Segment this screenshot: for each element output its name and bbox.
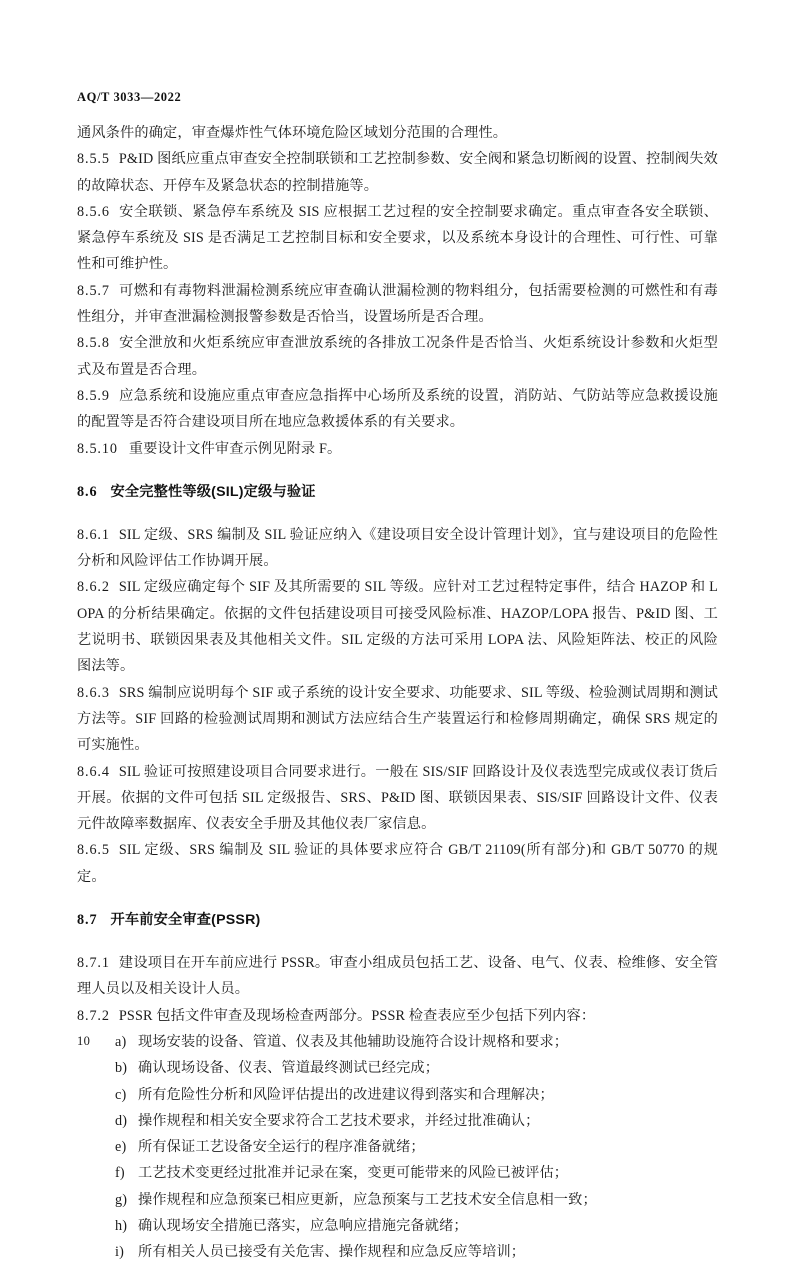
clause-number: 8.5.5	[77, 151, 110, 168]
spacer	[77, 505, 718, 522]
list-marker: i)	[115, 1244, 125, 1261]
list-item-text: 操作规程和应急预案已相应更新，应急预案与工艺技术安全信息相一致；	[138, 1191, 597, 1208]
clause-text: PSSR 包括文件审查及现场检查两部分。PSSR 检查表应至少包括下列内容：	[118, 1007, 596, 1024]
section-heading-8-6	[77, 479, 718, 505]
clause-8-6-5	[77, 837, 718, 890]
clause-8-6-1	[77, 522, 718, 575]
section-number: 8.7	[77, 912, 98, 929]
clause-number: 8.7.2	[77, 1007, 110, 1024]
pssr-checklist	[77, 1029, 718, 1266]
clause-text: 应急系统和设施应重点审查应急指挥中心场所及系统的设置，消防站、气防站等应急救援设施的配置等是否符合建设项目所在地应急救援体系的有关要求。	[77, 387, 718, 431]
list-item-text: 确认现场安全措施已落实，应急响应措施完备就绪；	[138, 1217, 468, 1234]
list-item	[77, 1134, 718, 1160]
list-item-text: 操作规程和相关安全要求符合工艺技术要求，并经过批准确认；	[138, 1112, 540, 1129]
spacer	[77, 890, 718, 907]
clause-text: SIL 验证可按照建设项目合同要求进行。一般在 SIS/SIF 回路设计及仪表选型完成或仪表订货后开展。依据的文件可包括 SIL 定级报告、SRS、P&ID 图、联锁因果表、SIS/SIF 回路设计文件、仪表元件故障率数据库、仪表安全手册及其他仪表厂家信息。	[77, 763, 718, 833]
list-marker: a)	[115, 1033, 127, 1050]
clause-8-6-3	[77, 680, 718, 759]
list-item	[77, 1108, 718, 1134]
clause-text: SIL 定级应确定每个 SIF 及其所需要的 SIL 等级。应针对工艺过程特定事件，结合 HAZOP 和 LOPA 的分析结果确定。依据的文件包括建设项目可接受风险标准、HAZOP/LOPA 报告、P&ID 图、工艺说明书、联锁因果表及其他相关文件。SIL 定级的方法可采用 LOPA 法、风险矩阵法、校正的风险图法等。	[77, 579, 718, 675]
clause-number: 8.6.5	[77, 842, 110, 859]
list-item-text: 现场安装的设备、管道、仪表及其他辅助设施符合设计规格和要求；	[138, 1033, 569, 1050]
clause-number: 8.5.7	[77, 282, 110, 299]
clause-text: SIL 定级、SRS 编制及 SIL 验证的具体要求应符合 GB/T 21109(所有部分)和 GB/T 50770 的规定。	[77, 842, 718, 885]
clause-8-5-5	[77, 146, 718, 199]
clause-text: SIL 定级、SRS 编制及 SIL 验证应纳入《建设项目安全设计管理计划》，宜与建设项目的危险性分析和风险评估工作协调开展。	[77, 526, 718, 570]
clause-number: 8.6.2	[77, 579, 110, 596]
clause-text: 重要设计文件审查示例见附录 F。	[128, 440, 342, 457]
clause-8-7-2	[77, 1003, 718, 1029]
clause-8-7-1	[77, 950, 718, 1003]
clause-number: 8.6.1	[77, 526, 110, 543]
clause-8-5-10	[77, 436, 718, 462]
section-number: 8.6	[77, 483, 98, 500]
list-marker: e)	[115, 1139, 127, 1156]
list-item	[77, 1029, 718, 1055]
clause-number: 8.5.8	[77, 335, 110, 352]
clause-text: 安全联锁、紧急停车系统及 SIS 应根据工艺过程的安全控制要求确定。重点审查各安全联锁、紧急停车系统及 SIS 是否满足工艺控制目标和安全要求，以及系统本身设计的合理性、可行性、可靠性和可维护性。	[77, 203, 718, 273]
list-item-text: 所有保证工艺设备安全运行的程序准备就绪；	[138, 1139, 425, 1156]
list-item	[77, 1239, 718, 1265]
list-marker: h)	[115, 1217, 128, 1234]
section-title: 开车前安全审查(PSSR)	[110, 912, 261, 929]
clause-8-5-9	[77, 383, 718, 436]
list-marker: b)	[115, 1060, 128, 1077]
list-item	[77, 1213, 718, 1239]
clause-number: 8.5.9	[77, 387, 110, 404]
page-body-column	[77, 120, 718, 1266]
clause-8-6-4	[77, 759, 718, 838]
page-number: 10	[77, 1034, 91, 1048]
clause-text: SRS 编制应说明每个 SIF 或子系统的设计安全要求、功能要求、SIL 等级、检验测试周期和测试方法等。SIF 回路的检验测试周期和测试方法应结合生产装置运行和检修周期确定，确保 SRS 规定的可实施性。	[77, 684, 718, 754]
clause-8-5-7	[77, 278, 718, 331]
list-item-text: 确认现场设备、仪表、管道最终测试已经完成；	[138, 1060, 440, 1077]
clause-text: 建设项目在开车前应进行 PSSR。审查小组成员包括工艺、设备、电气、仪表、检维修、安全管理人员以及相关设计人员。	[77, 955, 718, 998]
clause-number: 8.6.4	[77, 763, 110, 780]
list-item	[77, 1055, 718, 1081]
clause-text: 安全泄放和火炬系统应审查泄放系统的各排放工况条件是否恰当、火炬系统设计参数和火炬型式及布置是否合理。	[77, 335, 718, 378]
section-heading-8-7	[77, 907, 718, 933]
list-item-text: 所有相关人员已接受有关危害、操作规程和应急反应等培训；	[138, 1244, 526, 1261]
clause-number: 8.5.6	[77, 203, 110, 220]
clause-text: 可燃和有毒物料泄漏检测系统应审查确认泄漏检测的物料组分，包括需要检测的可燃性和有毒性组分，并审查泄漏检测报警参数是否恰当，设置场所是否合理。	[77, 282, 718, 326]
list-marker: f)	[115, 1165, 125, 1182]
list-marker: g)	[115, 1191, 128, 1208]
clause-8-5-8	[77, 330, 718, 383]
clause-number: 8.5.10	[77, 440, 118, 457]
list-item	[77, 1187, 718, 1213]
section-title: 安全完整性等级(SIL)定级与验证	[110, 483, 316, 500]
clause-8-5-6	[77, 199, 718, 278]
clause-number: 8.6.3	[77, 684, 110, 701]
clause-text: P&ID 图纸应重点审查安全控制联锁和工艺控制参数、安全阀和紧急切断阀的设置、控制阀失效的故障状态、开停车及紧急状态的控制措施等。	[77, 151, 718, 194]
list-marker: d)	[115, 1112, 128, 1129]
clause-8-6-2	[77, 574, 718, 679]
paragraph-continuation: 通风条件的确定，审查爆炸性气体环境危险区域划分范围的合理性。	[77, 125, 508, 141]
list-item-text: 工艺技术变更经过批准并记录在案，变更可能带来的风险已被评估；	[138, 1165, 569, 1182]
list-item-text: 所有危险性分析和风险评估提出的改进建议得到落实和合理解决；	[138, 1086, 554, 1103]
running-header-standard-code: AQ/T 3033—2022	[77, 90, 182, 104]
spacer	[77, 933, 718, 950]
spacer	[77, 462, 718, 479]
list-item	[77, 1082, 718, 1108]
list-item	[77, 1160, 718, 1186]
list-marker: c)	[115, 1086, 127, 1103]
clause-number: 8.7.1	[77, 955, 110, 972]
